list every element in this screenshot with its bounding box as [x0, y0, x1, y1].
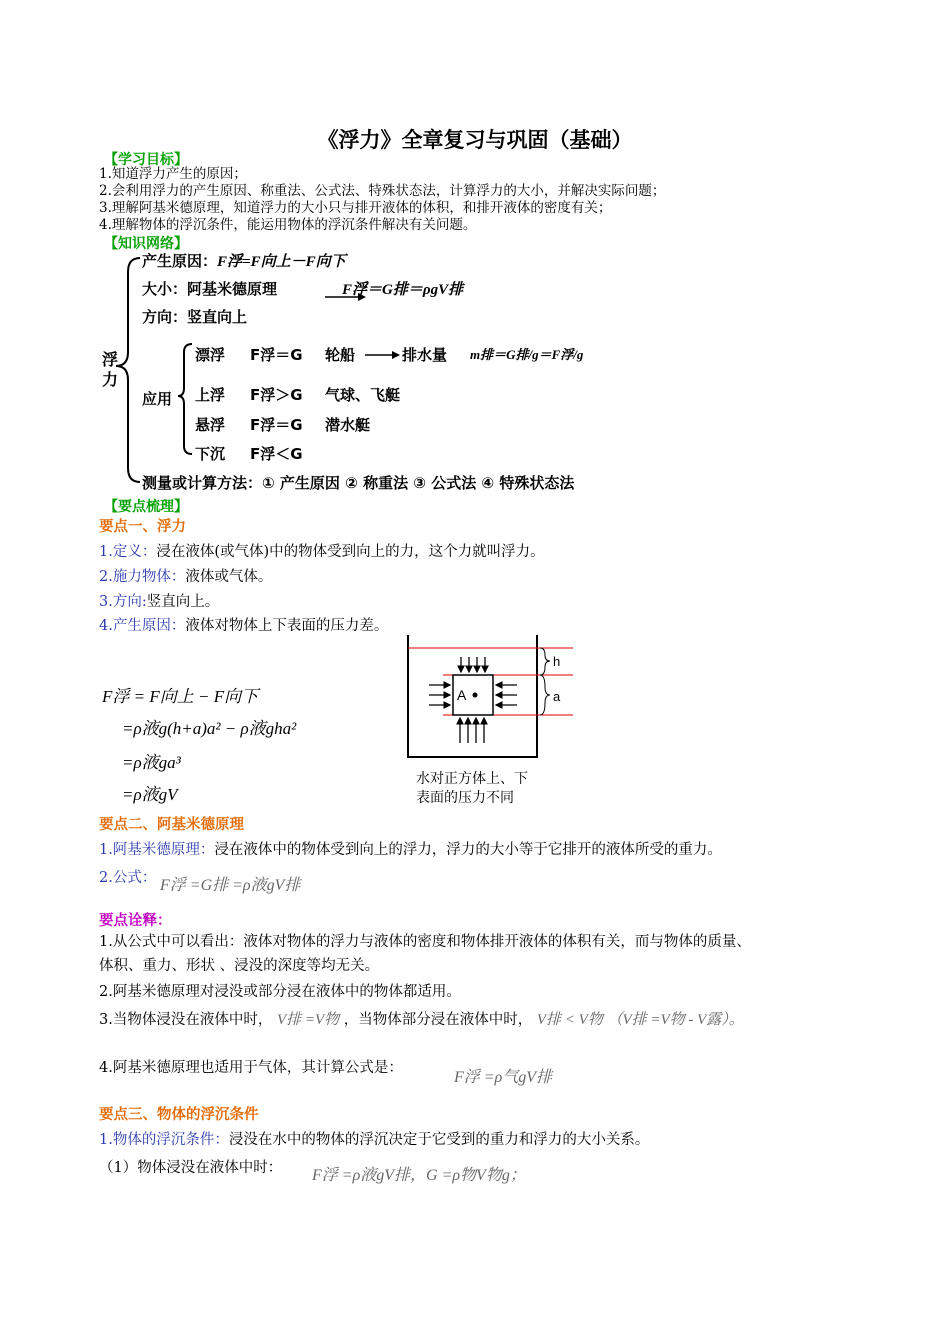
app-sink-cond: F浮＜G	[250, 445, 303, 463]
figure-caption: 水对正方体上、下 表面的压力不同	[416, 771, 528, 806]
app-rise-state: 上浮	[195, 386, 226, 404]
app-sink-state: 下沉	[195, 445, 226, 463]
p2-formula: F浮 =G排 =ρ液gV排	[160, 877, 301, 894]
h-label: h	[553, 654, 561, 669]
app-float-example: 轮船	[325, 346, 356, 364]
network-cause: 产生原因：F浮=F向上－F向下	[142, 252, 346, 270]
note-4: 4.阿基米德原理也适用于气体，其计算公式是：	[99, 1060, 403, 1076]
note-1-line-1: 1.从公式中可以看出：液体对物体的浮力与液体的密度和物体排开液体的体积有关，而与物体的质量、	[99, 934, 751, 950]
p3-title: 要点三、物体的浮沉条件	[99, 1107, 259, 1123]
p1-title: 要点一、浮力	[99, 519, 186, 535]
page-title: 《浮力》全章复习与巩固（基础）	[317, 128, 633, 152]
app-suspend-state: 悬浮	[195, 416, 226, 434]
cube-label: A	[457, 687, 467, 703]
pressure-figure	[405, 635, 575, 770]
derivation-line-4: =ρ液gV	[122, 785, 178, 804]
note-4-formula: F浮 =ρ气gV排	[454, 1069, 553, 1086]
p1-item-4: 4.产生原因：液体对物体上下表面的压力差。	[99, 618, 389, 634]
network-direction: 方向：竖直向上	[142, 308, 248, 326]
goal-item-1: 1.知道浮力产生的原因；	[99, 166, 247, 182]
p3-item-1: 1.物体的浮沉条件：浸没在水中的物体的浮沉决定于它受到的重力和浮力的大小关系。	[99, 1132, 650, 1148]
derivation-line-3: =ρ液ga³	[122, 753, 181, 772]
goal-item-4: 4.理解物体的浮沉条件，能运用物体的浮沉条件解决有关问题。	[99, 217, 477, 233]
p1-item-3: 3.方向:竖直向上。	[99, 594, 220, 610]
goals-header: 【学习目标】	[104, 152, 188, 168]
network-size: 大小：阿基米德原理	[142, 280, 278, 298]
p2-item-2: 2.公式：	[99, 870, 157, 886]
note-3: 3.当物体浸没在液体中时， V排 =V物 ，当物体部分浸在液体中时， V排 < V物 （V排 =V物 - V露）。	[99, 1012, 744, 1028]
app-float-extra: 排水量	[402, 346, 448, 364]
network-header: 【知识网络】	[104, 236, 188, 252]
network-apply-label: 应用	[142, 390, 173, 408]
app-float-cond: F浮＝G	[250, 346, 303, 364]
derivation-line-1: F浮 = F向上 − F向下	[102, 687, 259, 706]
p1-item-2: 2.施力物体：液体或气体。	[99, 569, 273, 585]
points-header: 【要点梳理】	[104, 499, 188, 515]
p1-item-1: 1.定义：浸在液体(或气体)中的物体受到向上的力，这个力就叫浮力。	[99, 544, 545, 560]
app-float-state: 漂浮	[195, 346, 226, 364]
app-rise-cond: F浮＞G	[250, 386, 303, 404]
app-rise-example: 气球、飞艇	[325, 386, 401, 404]
p2-title: 要点二、阿基米德原理	[99, 817, 244, 833]
p3-sub-1-formula: F浮 =ρ液gV排，G =ρ物V物g；	[312, 1167, 526, 1184]
goal-item-3: 3.理解阿基米德原理，知道浮力的大小只与排开液体的体积，和排开液体的密度有关；	[99, 200, 612, 216]
network-size-formula: F浮＝G排＝ρgV排	[342, 282, 464, 298]
p3-sub-1: （1）物体浸没在液体中时：	[99, 1160, 283, 1176]
network-root: 浮力	[102, 350, 119, 389]
derivation-line-2: =ρ液g(h+a)a² − ρ液gha²	[122, 719, 297, 738]
notes-title: 要点诠释：	[99, 913, 172, 929]
app-suspend-example: 潜水艇	[325, 416, 371, 434]
knowledge-network	[100, 250, 670, 495]
note-2: 2.阿基米德原理对浸没或部分浸在液体中的物体都适用。	[99, 984, 461, 1000]
network-methods: 测量或计算方法：① 产生原因 ② 称重法 ③ 公式法 ④ 特殊状态法	[142, 474, 575, 492]
a-label: a	[553, 689, 561, 704]
goal-item-2: 2.会利用浮力的产生原因、称重法、公式法、特殊状态法，计算浮力的大小，并解决实际问题；	[99, 183, 666, 199]
note-1-line-2: 体积、重力、形状 、浸没的深度等均无关。	[99, 958, 380, 974]
p2-item-1: 1.阿基米德原理：浸在液体中的物体受到向上的浮力，浮力的大小等于它排开的液体所受的重力。	[99, 842, 722, 858]
mass-formula: m排＝G排/g＝F浮/g	[470, 347, 584, 362]
app-suspend-cond: F浮＝G	[250, 416, 303, 434]
